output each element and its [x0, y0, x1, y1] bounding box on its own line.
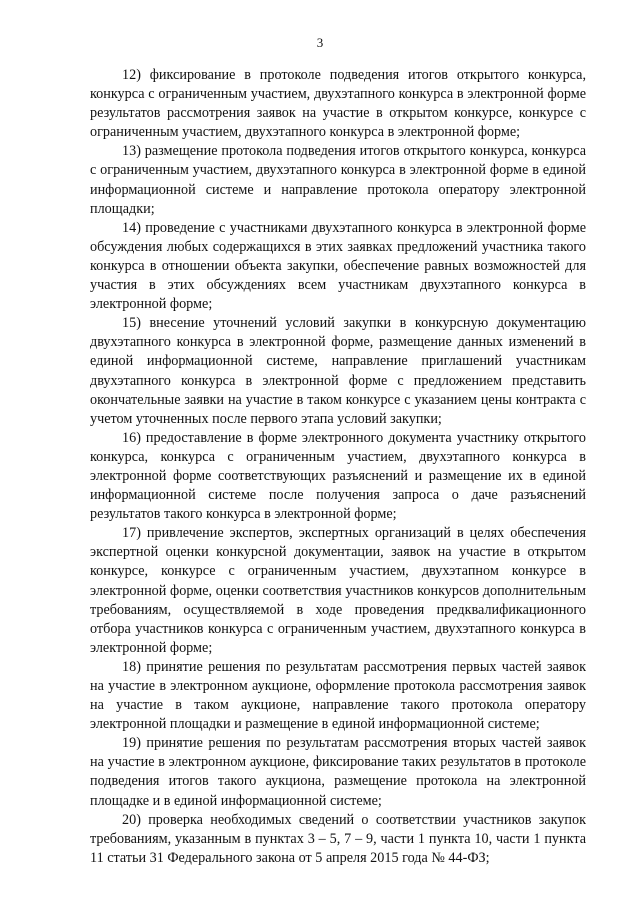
list-item-18: 18) принятие решения по результатам рассмотрения первых частей заявок на участие в электронном аукционе, оформление протокола рассмотрения заявок на участие в таком аукционе, направление такого протокола оператору электронной площадки и размещение в единой информационной системе;: [90, 658, 586, 733]
list-item-15: 15) внесение уточнений условий закупки в конкурсную документацию двухэтапного конкурса в электронной форме, размещение данных изменений в единой информационной системе, направление приглашений участникам двухэтапного конкурса в электронной форме с предложением представить окончательные заявки на участие в таком конкурсе с указанием цены контракта с учетом уточненных после первого этапа условий закупки;: [90, 315, 586, 427]
list-item-20: 20) проверка необходимых сведений о соответствии участников закупок требованиям, указанным в пунктах 3 – 5, 7 – 9, части 1 пункта 10, части 1 пункта 11 статьи 31 Федерального закона от 5 апреля 2015 года № 44-ФЗ;: [90, 811, 586, 866]
list-item-19: 19) принятие решения по результатам рассмотрения вторых частей заявок на участие в электронном аукционе, фиксирование таких результатов в протоколе подведения итогов такого аукциона, размещение протокола на электронной площадке и в единой информационной системе;: [90, 735, 586, 809]
list-item-12: 12) фиксирование в протоколе подведения итогов открытого конкурса, конкурса с ограниченным участием, двухэтапного конкурса в электронной форме результатов рассмотрения заявок на участие в открытом конкурсе, конкурсе с ограниченным участием, двухэтапного конкурса в электронной форме;: [90, 67, 586, 141]
list-item-17: 17) привлечение экспертов, экспертных организаций в целях обеспечения экспертной оценки конкурсной документации, заявок на участие в открытом конкурсе, конкурсе с ограниченным участием, двухэтапном конкурсе в электронной форме, оценки соответствия участников конкурсов дополнительным требованиям, осуществляемой в ходе проведения предквалификационного отбора участников конкурса с ограниченным участием, двухэтапного конкурса в электронной форме;: [90, 525, 586, 656]
list-item-14: 14) проведение с участниками двухэтапного конкурса в электронной форме обсуждения любых содержащихся в этих заявках предложений участника такого конкурса в отношении объекта закупки, обеспечение равных возможностей для участия в этих обсуждениях всем участникам двухэтапного конкурса в электронной форме;: [90, 219, 586, 313]
page-number: 3: [316, 35, 324, 50]
list-item-13: 13) размещение протокола подведения итогов открытого конкурса, конкурса с ограниченным участием, двухэтапного конкурса в электронной форме в единой информационной системе и направление протокола оператору электронной площадки;: [90, 143, 586, 217]
list-item-16: 16) предоставление в форме электронного документа участнику открытого конкурса, конкурса с ограниченным участием, двухэтапного конкурса в электронной форме соответствующих разъяснений и размещение их в единой информационной системе после получения запроса о даче разъяснений результатов такого конкурса в электронной форме;: [90, 429, 586, 523]
document-body: [90, 66, 586, 868]
